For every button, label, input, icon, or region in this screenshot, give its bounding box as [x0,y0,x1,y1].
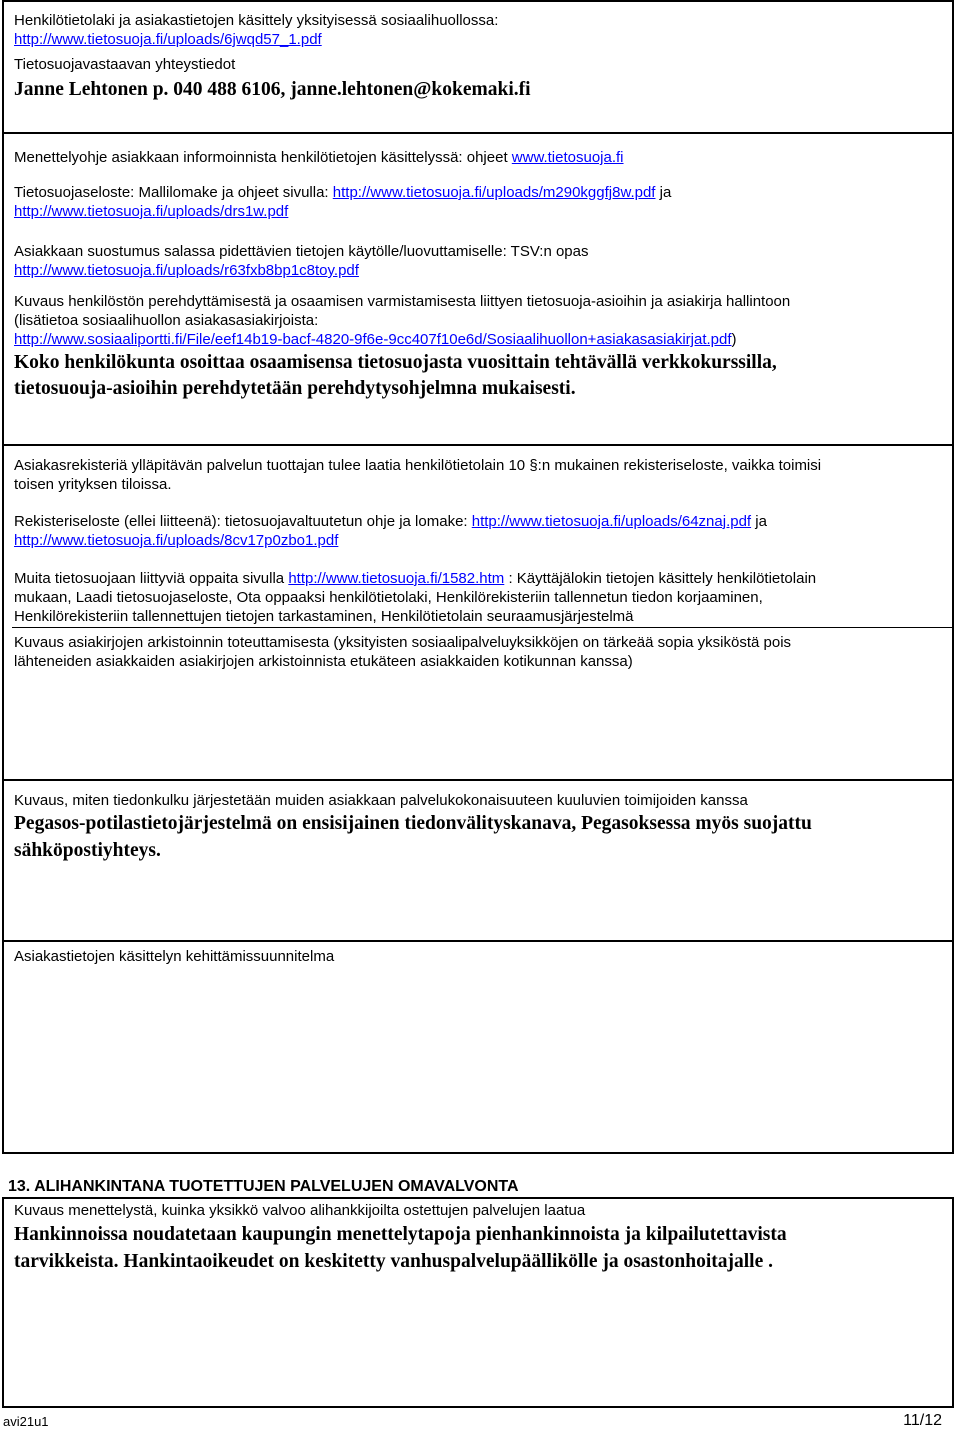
register-section [2,444,954,781]
archive-label-1: Kuvaus asiakirjojen arkistoinnin toteuttamisesta (yksityisten sosiaalipalveluyksikköjen on tärkeää sopia yksiköstä pois [14,634,792,651]
subcontracting-value-1: Hankinnoissa noudatetaan kaupungin menettelytapoja pienhankinnoista ja kilpailutettavista [14,1224,787,1245]
info-flow-section [2,779,954,942]
guide-link[interactable]: www.tietosuoja.fi [511,149,624,166]
training-value-2: tietosuouja-asioihin perehdytetään perehdytysohjelmna mukaisesti. [14,378,576,399]
divider [12,627,952,628]
contact-value: Janne Lehtonen p. 040 488 6106, janne.lehtonen@kokemaki.fi [14,79,531,100]
development-plan-section [2,940,954,1154]
training-label-2: (lisätietoa sosiaalihuollon asiakasasiakirjoista: [14,312,319,329]
archive-label-2: lähteneiden asiakkaiden asiakirjojen arkistoinnista etukäteen asiakkaiden kotikunnan kanssa) [14,653,633,670]
section-13-heading: 13. ALIHANKINTANA TUOTETTUJEN PALVELUJEN OMAVALVONTA [8,1178,519,1195]
training-value-1: Koko henkilökunta osoittaa osaamisensa tietosuojasta vuosittain tehtävällä verkkokurssilla, [14,352,777,373]
contact-section [2,0,954,134]
law-link[interactable]: http://www.tietosuoja.fi/uploads/6jwqd57_1.pdf [14,31,322,48]
flow-value-1: Pegasos-potilastietojärjestelmä on ensisijainen tiedonvälityskanava, Pegasoksessa myös suojattu [14,813,812,834]
other-guides-label: Muita tietosuojaan liittyviä oppaita sivulla [14,570,285,587]
register-text-2: toisen yrityksen tiloissa. [14,476,172,493]
training-link[interactable]: http://www.sosiaaliportti.fi/File/eef14b19-bacf-4820-9f6e-9cc407f10e6d/Sosiaalihuollon+asiakasasiakirjat.pdf [14,331,732,348]
appendix-link-1[interactable]: http://www.tietosuoja.fi/uploads/64znaj.pdf [471,513,752,530]
law-label: Henkilötietolaki ja asiakastietojen käsittely yksityisessä sosiaalihuollossa: [14,12,499,29]
consent-link[interactable]: http://www.tietosuoja.fi/uploads/r63fxb8bp1c8toy.pdf [14,262,359,279]
other-guides-rest-2: mukaan, Laadi tietosuojaseloste, Ota oppaaksi henkilötietolaki, Henkilörekisteriin tallennetun tiedon korjaaminen, [14,589,763,606]
appendix-and: ja [755,513,767,530]
form-link-1[interactable]: http://www.tietosuoja.fi/uploads/m290kggfj8w.pdf [332,184,656,201]
doc-code: avi21u1 [3,1414,49,1429]
guide-label: Menettelyohje asiakkaan informoinnista henkilötietojen käsittelyssä: ohjeet [14,149,508,166]
subcontracting-value-2: tarvikkeista. Hankintaoikeudet on keskitetty vanhuspalvelupäällikölle ja osastonhoitajalle . [14,1251,773,1272]
plan-label: Asiakastietojen käsittelyn kehittämissuunnitelma [14,948,335,965]
other-guides-rest-3: Henkilörekisteriin tallennettujen tietojen tarkastaminen, Henkilötietolain seuraamusjärjestelmä [14,608,634,625]
subcontracting-section [2,1197,954,1408]
form-label: Tietosuojaseloste: Mallilomake ja ohjeet sivulla: [14,184,329,201]
other-guides-rest-1: : Käyttäjälokin tietojen käsittely henkilötietolain [508,570,817,587]
appendix-label: Rekisteriseloste (ellei liitteenä): tietosuojavaltuutetun ohje ja lomake: [14,513,468,530]
page-number: 11/12 [903,1412,942,1429]
register-text-1: Asiakasrekisteriä ylläpitävän palvelun tuottajan tulee laatia henkilötietolain 10 §:n mukainen rekisteriseloste, vaikka toimisi [14,457,822,474]
form-link-2[interactable]: http://www.tietosuoja.fi/uploads/drs1w.pdf [14,203,289,220]
training-label-1: Kuvaus henkilöstön perehdyttämisestä ja osaamisen varmistamisesta liittyen tietosuoja-asioihin ja asiakirja hallintoon [14,293,791,310]
training-close: ) [731,331,737,348]
guides-section [2,132,954,444]
consent-label: Asiakkaan suostumus salassa pidettävien tietojen käytölle/luovuttamiselle: TSV:n opas [14,243,589,260]
form-and: ja [659,184,672,201]
appendix-link-2[interactable]: http://www.tietosuoja.fi/uploads/8cv17p0zbo1.pdf [14,532,339,549]
subcontracting-label: Kuvaus menettelystä, kuinka yksikkö valvoo alihankkijoilta ostettujen palvelujen laatua [14,1202,586,1219]
contact-label: Tietosuojavastaavan yhteystiedot [14,56,236,73]
other-guides-link[interactable]: http://www.tietosuoja.fi/1582.htm [288,570,505,587]
flow-value-2: sähköpostiyhteys. [14,840,161,861]
flow-label: Kuvaus, miten tiedonkulku järjestetään muiden asiakkaan palvelukokonaisuuteen kuuluvien toimijoiden kanssa [14,792,748,809]
